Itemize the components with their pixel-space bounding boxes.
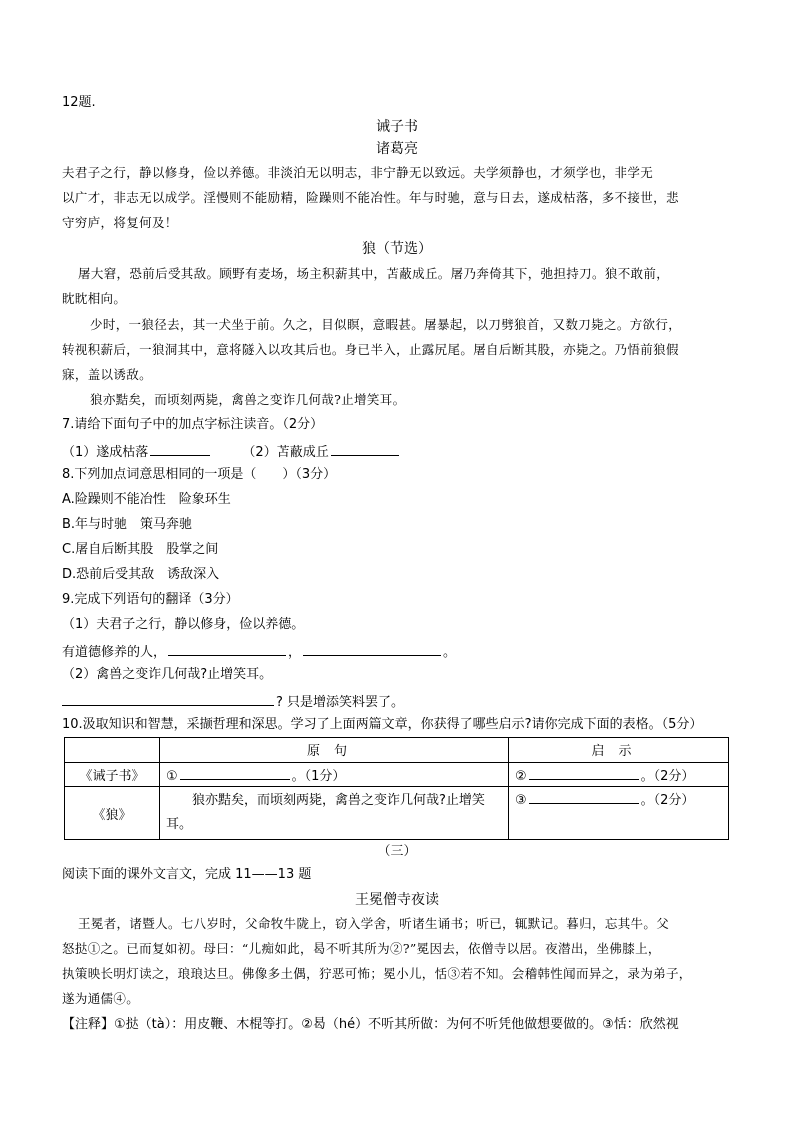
row-name-jiezishu: 《诫子书》 (65, 763, 160, 787)
table-row (65, 787, 729, 840)
row-name-lang: 《狼》 (65, 787, 160, 840)
passage2-line: 屠大窘，恐前后受其敌。顾野有麦场，场主积薪其中，苫蔽成丘。屠乃奔倚其下，弛担持刀。狼不敢前， (78, 266, 670, 281)
row1-original-cell (160, 763, 509, 787)
q7-answer1-blank[interactable] (150, 441, 210, 456)
q8-option-d: D.恐前后受其敌 诱敌深入 (62, 567, 220, 582)
row1-insight-blank[interactable] (529, 765, 639, 780)
q9-answer1-line (62, 641, 456, 662)
row2-original-text: 狼亦黠矣，而顷刻两毙，禽兽之变诈几何哉?止增笑耳。 (160, 787, 509, 840)
q7-items (62, 441, 401, 462)
q7-stem: 7.请给下面句子中的加点字标注读音。（2分） (62, 417, 324, 432)
q9-period: 。 (443, 645, 457, 660)
q9-sentence2: （2）禽兽之变诈几何哉?止增笑耳。 (62, 667, 273, 682)
q8-option-b: B.年与时驰 策马奔驰 (62, 517, 193, 532)
q9-answer2-line (62, 691, 404, 712)
section3-line: 执策映长明灯读之，琅琅达旦。佛像多土偶，狞恶可怖；冕小儿，恬③若不知。会稽韩性闻而异之，录为弟子， (62, 966, 692, 981)
q9-answer2-blank[interactable] (62, 691, 274, 706)
passage1-title: 诫子书 (376, 119, 418, 135)
q7-answer2-blank[interactable] (331, 441, 399, 456)
row2-insight-cell (509, 787, 729, 840)
q10-table (64, 737, 729, 840)
q9-answer1a-blank[interactable] (168, 641, 286, 656)
section3-heading: （三） (377, 844, 417, 859)
passage2-line: 眈眈相向。 (62, 291, 127, 306)
section3-note: 【注释】①挞（tà）：用皮鞭、木棍等打。②曷（hé）不听其所做：为何不听凭他做想要做的。③恬：欣然视 (62, 1017, 679, 1032)
passage1-author: 诸葛亮 (376, 141, 418, 157)
row1-insight-score: 。（2分） (640, 769, 695, 784)
passage1-line: 以广才，非志无以成学。淫慢则不能励精，险躁则不能冶性。年与时驰，意与日去，遂成枯落，多不接世，悲 (62, 190, 679, 205)
passage2-line: 少时，一狼径去，其一犬坐于前。久之，目似瞑，意暇甚。屠暴起，以刀劈狼首，又数刀毙之。方欲行， (90, 317, 682, 332)
section3-intro: 阅读下面的课外文言文，完成 11——13 题 (62, 867, 312, 882)
row1-original-blank[interactable] (180, 765, 290, 780)
passage2-line: 转视积薪后，一狼洞其中，意将隧入以攻其后也。身已半入，止露尻尾。屠自后断其股，亦毙之。乃悟前狼假 (62, 342, 679, 357)
question-range: 12题. (62, 95, 96, 110)
table-header-insight: 启示 (509, 738, 729, 763)
row1-insight-mark: ② (515, 769, 527, 784)
row2-insight-blank[interactable] (529, 789, 639, 804)
section3-line: 王冕者，诸暨人。七八岁时，父命牧牛陇上，窃入学舍，听诸生诵书；听已，辄默记。暮归，忘其牛。父 (78, 916, 670, 931)
section3-title: 王冕僧寺夜读 (355, 892, 439, 908)
q9-question-mark: ? (276, 695, 283, 710)
q8-stem: 8.下列加点词意思相同的一项是（ ）（3分） (62, 467, 337, 482)
q10-stem: 10.汲取知识和智慧，采撷哲理和深思。学习了上面两篇文章，你获得了哪些启示?请你完成下面的表格。（5分） (62, 717, 703, 732)
q9-stem: 9.完成下列语句的翻译（3分） (62, 592, 239, 607)
q9-comma: ， (288, 645, 302, 660)
q9-answer2-tail: 只是增添笑料罢了。 (287, 695, 405, 710)
row1-original-mark: ① (166, 769, 178, 784)
row2-insight-score: 。（2分） (640, 793, 695, 808)
passage2-title: 狼（节选） (362, 241, 432, 257)
passage1-line: 夫君子之行，静以修身，俭以养德。非淡泊无以明志，非宁静无以致远。夫学须静也，才须学也，非学无 (62, 165, 654, 180)
q7-item1: （1）遂成枯落 (62, 445, 149, 460)
row2-insight-mark: ③ (515, 793, 527, 808)
q8-option-a: A.险躁则不能冶性 险象环生 (62, 492, 231, 507)
passage2-line: 寐，盖以诱敌。 (62, 367, 152, 382)
section3-line: 遂为通儒④。 (62, 991, 140, 1006)
table-header-empty (65, 738, 160, 763)
passage1-line: 守穷庐，将复何及！ (62, 215, 178, 230)
passage2-line: 狼亦黠矣，而顷刻两毙，禽兽之变诈几何哉?止增笑耳。 (90, 392, 406, 407)
section3-line: 怒挞①之。已而复如初。母曰：“儿痴如此，曷不听其所为②?”冕因去，依僧寺以居。夜潜出，坐佛膝上， (62, 941, 661, 956)
q9-answer1b-blank[interactable] (303, 641, 441, 656)
q9-answer1-prefix: 有道德修养的人， (62, 645, 167, 660)
row1-insight-cell (509, 763, 729, 787)
table-row (65, 763, 729, 787)
table-header-original: 原句 (160, 738, 509, 763)
table-header-row (65, 738, 729, 763)
row1-original-score: 。（1分） (291, 769, 346, 784)
q8-option-c: C.屠自后断其股 股掌之间 (62, 542, 219, 557)
q7-item2: （2）苫蔽成丘 (242, 445, 329, 460)
q9-sentence1: （1）夫君子之行，静以修身，俭以养德。 (62, 617, 305, 632)
